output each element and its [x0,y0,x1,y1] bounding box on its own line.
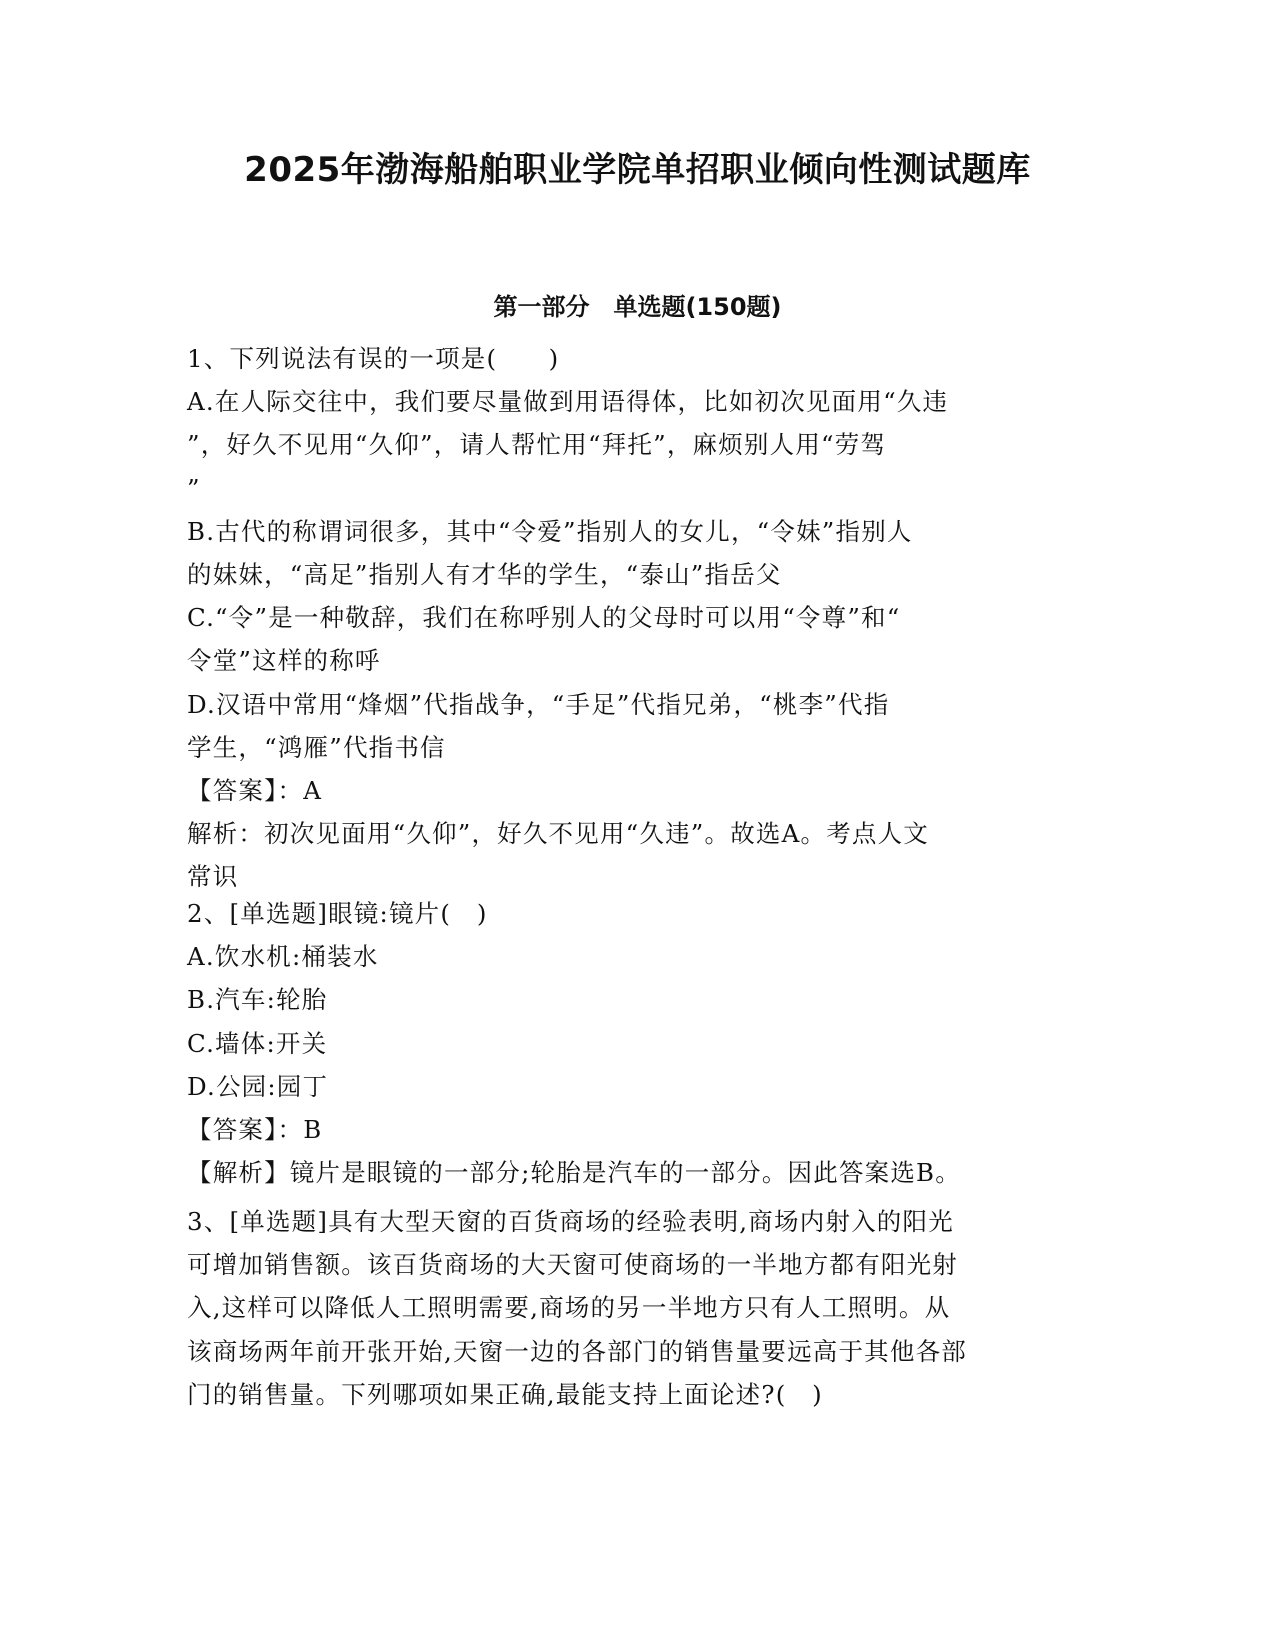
question-3 [187,1200,1087,1416]
option-line: C.“令”是一种敬辞，我们在称呼别人的父母时可以用“令尊”和“ [187,603,901,633]
option-line: C.墙体:开关 [187,1028,328,1058]
option-line: ”，好久不见用“久仰”，请人帮忙用“拜托”，麻烦别人用“劳驾 [187,430,887,460]
answer-line: 【答案】：B [187,1114,323,1144]
option-line: A.在人际交往中，我们要尽量做到用语得体，比如初次见面用“久违 [187,387,949,417]
option-line: ” [187,473,201,503]
question-stem: 入,这样可以降低人工照明需要,商场的另一半地方只有人工照明。从 [187,1293,951,1323]
question-stem: 门的销售量。下列哪项如果正确,最能支持上面论述?( ) [187,1379,823,1409]
option-line: B.古代的称谓词很多，其中“令爱”指别人的女儿，“令妹”指别人 [187,516,913,546]
document-title: 2025年渤海船舶职业学院单招职业倾向性测试题库 [244,150,1031,190]
question-stem: 1、下列说法有误的一项是( ) [187,344,560,373]
option-line: D.汉语中常用“烽烟”代指战争，“手足”代指兄弟，“桃李”代指 [187,689,890,719]
question-1 [187,337,1087,898]
answer-line: 【答案】：A [187,775,323,805]
question-stem: 3、[单选题]具有大型天窗的百货商场的经验表明,商场内射入的阳光 [187,1207,954,1236]
option-line: B.汽车:轮胎 [187,985,328,1015]
analysis-line: 解析：初次见面用“久仰”，好久不见用“久违”。故选A。考点人文 [187,819,929,849]
option-line: 学生，“鸿雁”代指书信 [187,732,446,762]
question-2 [187,892,1087,1194]
option-line: 的妹妹，“高足”指别人有才华的学生，“泰山”指岳父 [187,559,782,589]
question-stem: 该商场两年前开张开始,天窗一边的各部门的销售量要远高于其他各部 [187,1336,967,1366]
analysis-line: 【解析】镜片是眼镜的一部分;轮胎是汽车的一部分。因此答案选B。 [187,1158,961,1188]
analysis-line: 常识 [187,862,239,892]
option-line: D.公园:园丁 [187,1071,329,1101]
question-stem: 2、[单选题]眼镜:镜片( ) [187,899,488,928]
section-title: 第一部分 单选题(150题) [493,293,782,321]
question-stem: 可增加销售额。该百货商场的大天窗可使商场的一半地方都有阳光射 [187,1250,958,1280]
option-line: 令堂”这样的称呼 [187,646,381,676]
option-line: A.饮水机:桶装水 [187,942,379,972]
